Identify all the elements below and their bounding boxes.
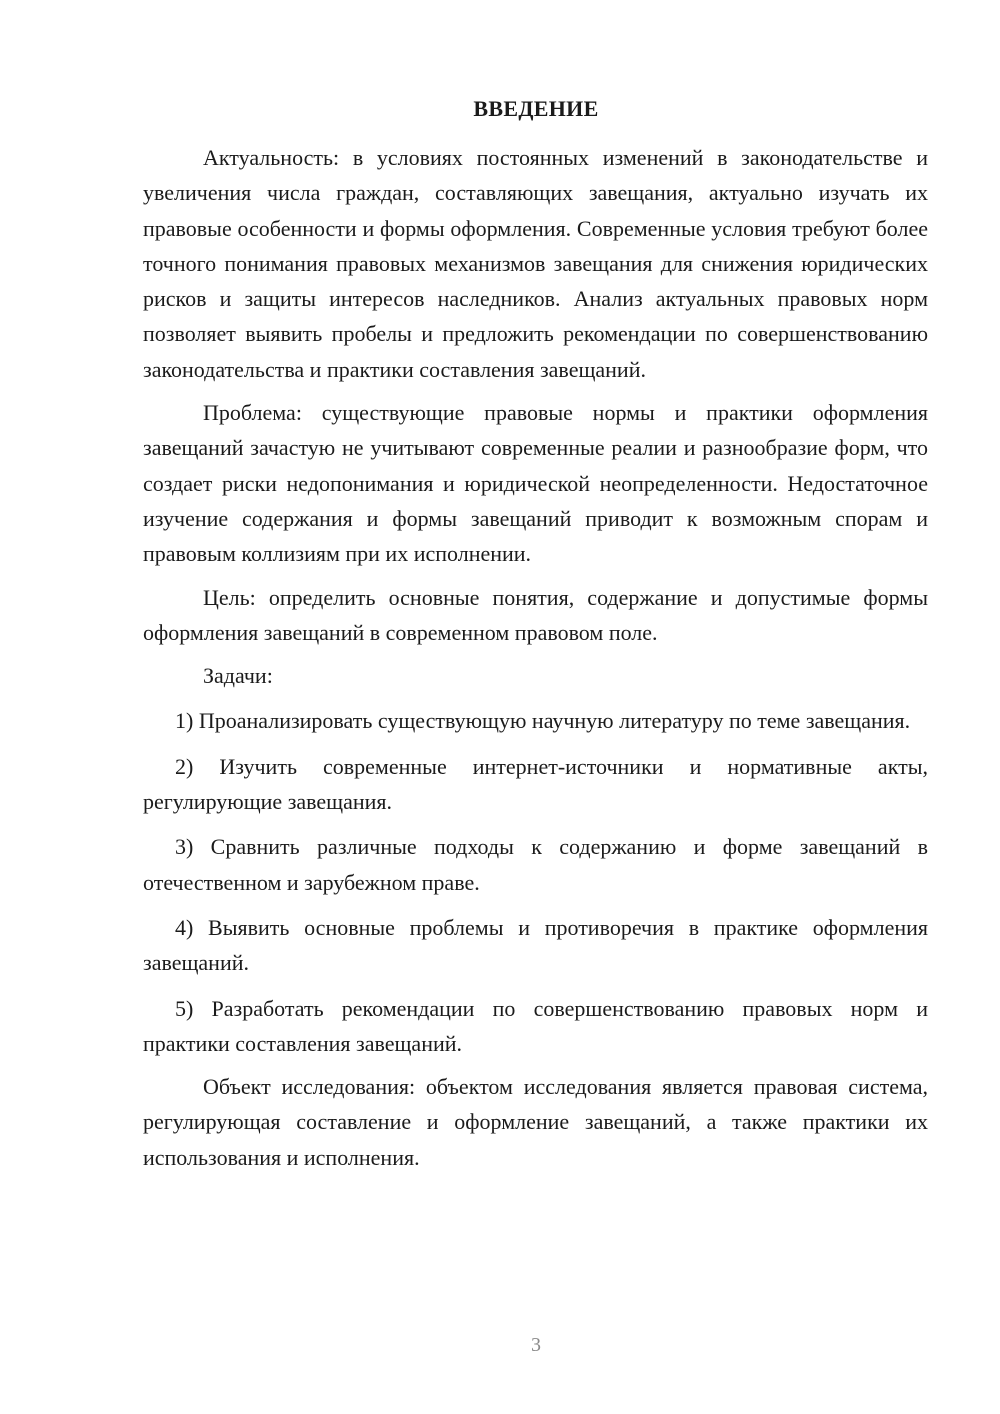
task-item: 1) Проанализировать существующую научную литературу по теме завещания. [175,708,911,734]
document-body [143,140,928,1175]
task-item: 3) Сравнить различные подходы к содержанию и форме завещаний в отечественном и зарубежном праве. [143,834,928,895]
task-item: 5) Разработать рекомендации по совершенствованию правовых норм и практики составления завещаний. [143,995,928,1056]
paragraph-relevance: Актуальность: в условиях постоянных изменений в законодательстве и увеличения числа граждан, составляющих завещания, актуально изучать их правовые особенности и формы оформления. Современные условия требуют более точного понимания правовых механизмов завещания для снижения юридических рисков и защиты интересов наследников. Анализ актуальных правовых норм позволяет выявить пробелы и предложить рекомендации по совершенствованию законодательства и практики составления завещаний. [143,145,928,382]
task-item: 2) Изучить современные интернет-источники и нормативные акты, регулирующие завещания. [143,753,928,815]
paragraph-tasks-heading: Задачи: [203,663,273,689]
paragraph-goal: Цель: определить основные понятия, содержание и допустимые формы оформления завещаний в современном правовом поле. [143,584,928,645]
task-item: 4) Выявить основные проблемы и противоречия в практике оформления завещаний. [143,914,928,976]
page-number: 3 [531,1334,541,1356]
page-title: ВВЕДЕНИЕ [473,96,599,121]
paragraph-problem: Проблема: существующие правовые нормы и практики оформления завещаний зачастую не учитывают современные реалии и разнообразие форм, что создает риски недопонимания и юридической неопределенности. Недостаточное изучение содержания и формы завещаний приводит к возможным спорам и правовым коллизиям при их исполнении. [143,400,928,567]
paragraph-research-object: Объект исследования: объектом исследования является правовая система, регулирующая составление и оформление завещаний, а также практики их использования и исполнения. [143,1074,928,1170]
